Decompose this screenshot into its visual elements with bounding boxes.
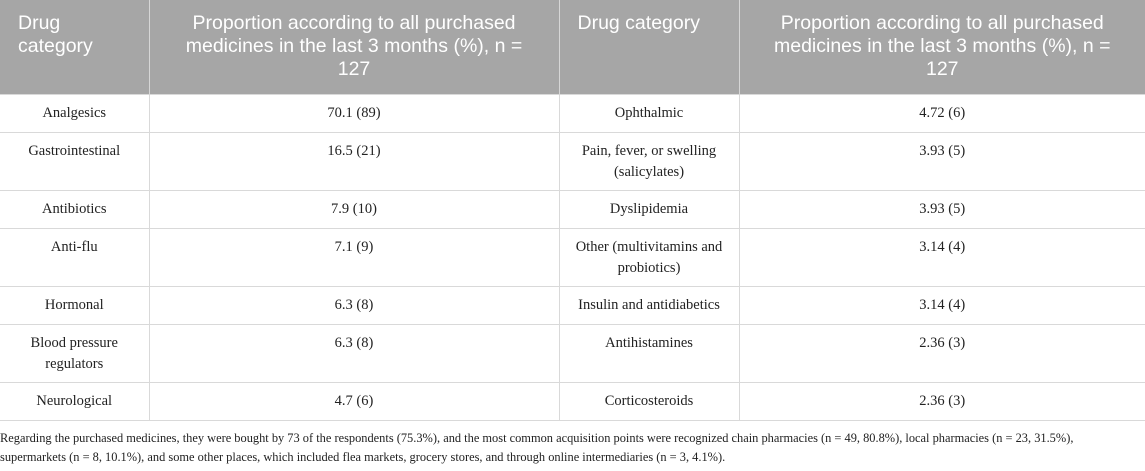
drug-category-cell: Corticosteroids (559, 382, 739, 420)
header-drug-category-2: Drug category (559, 0, 739, 94)
proportion-cell: 4.7 (6) (149, 382, 559, 420)
proportion-cell: 2.36 (3) (739, 382, 1145, 420)
drug-category-cell: Insulin and antidiabetics (559, 286, 739, 324)
drug-category-cell: Neurological (0, 382, 149, 420)
proportion-cell: 4.72 (6) (739, 94, 1145, 132)
proportion-cell: 3.93 (5) (739, 132, 1145, 190)
drug-category-cell: Ophthalmic (559, 94, 739, 132)
proportion-cell: 7.9 (10) (149, 190, 559, 228)
proportion-cell: 3.14 (4) (739, 228, 1145, 286)
table-row (0, 228, 1145, 286)
table-header (0, 0, 1145, 94)
table-row (0, 382, 1145, 420)
table-row (0, 132, 1145, 190)
drug-category-cell: Pain, fever, or swelling (salicylates) (559, 132, 739, 190)
drug-category-cell: Hormonal (0, 286, 149, 324)
table-row (0, 190, 1145, 228)
proportion-cell: 70.1 (89) (149, 94, 559, 132)
proportion-cell: 6.3 (8) (149, 286, 559, 324)
drug-category-cell: Anti-flu (0, 228, 149, 286)
drug-category-cell: Gastrointestinal (0, 132, 149, 190)
drug-category-cell: Other (multivitamins and probiotics) (559, 228, 739, 286)
proportion-cell: 3.14 (4) (739, 286, 1145, 324)
table-footnote: Regarding the purchased medicines, they were bought by 73 of the respondents (75.3%), and the most common acquisition points were recognized chain pharmacies (n = 49, 80.8%), local pharmacies (n = 23, 31.5%), supermarkets (n = 8, 10.1%), and some other places, which included flea markets, grocery stores, and through online intermediaries (n = 3, 4.1%). (0, 431, 1074, 464)
proportion-cell: 7.1 (9) (149, 228, 559, 286)
header-proportion-1: Proportion according to all purchased medicines in the last 3 months (%), n = 127 (149, 0, 559, 94)
drug-category-cell: Dyslipidemia (559, 190, 739, 228)
table-row (0, 324, 1145, 382)
table-row (0, 94, 1145, 132)
drug-category-cell: Antihistamines (559, 324, 739, 382)
proportion-cell: 3.93 (5) (739, 190, 1145, 228)
drug-category-cell: Antibiotics (0, 190, 149, 228)
proportion-cell: 2.36 (3) (739, 324, 1145, 382)
table-row (0, 286, 1145, 324)
proportion-cell: 6.3 (8) (149, 324, 559, 382)
header-proportion-2: Proportion according to all purchased medicines in the last 3 months (%), n = 127 (739, 0, 1145, 94)
header-drug-category-1: Drug category (0, 0, 149, 94)
table-body (0, 94, 1145, 420)
header-row (0, 0, 1145, 94)
drug-category-cell: Analgesics (0, 94, 149, 132)
proportion-cell: 16.5 (21) (149, 132, 559, 190)
drug-category-cell: Blood pressure regulators (0, 324, 149, 382)
